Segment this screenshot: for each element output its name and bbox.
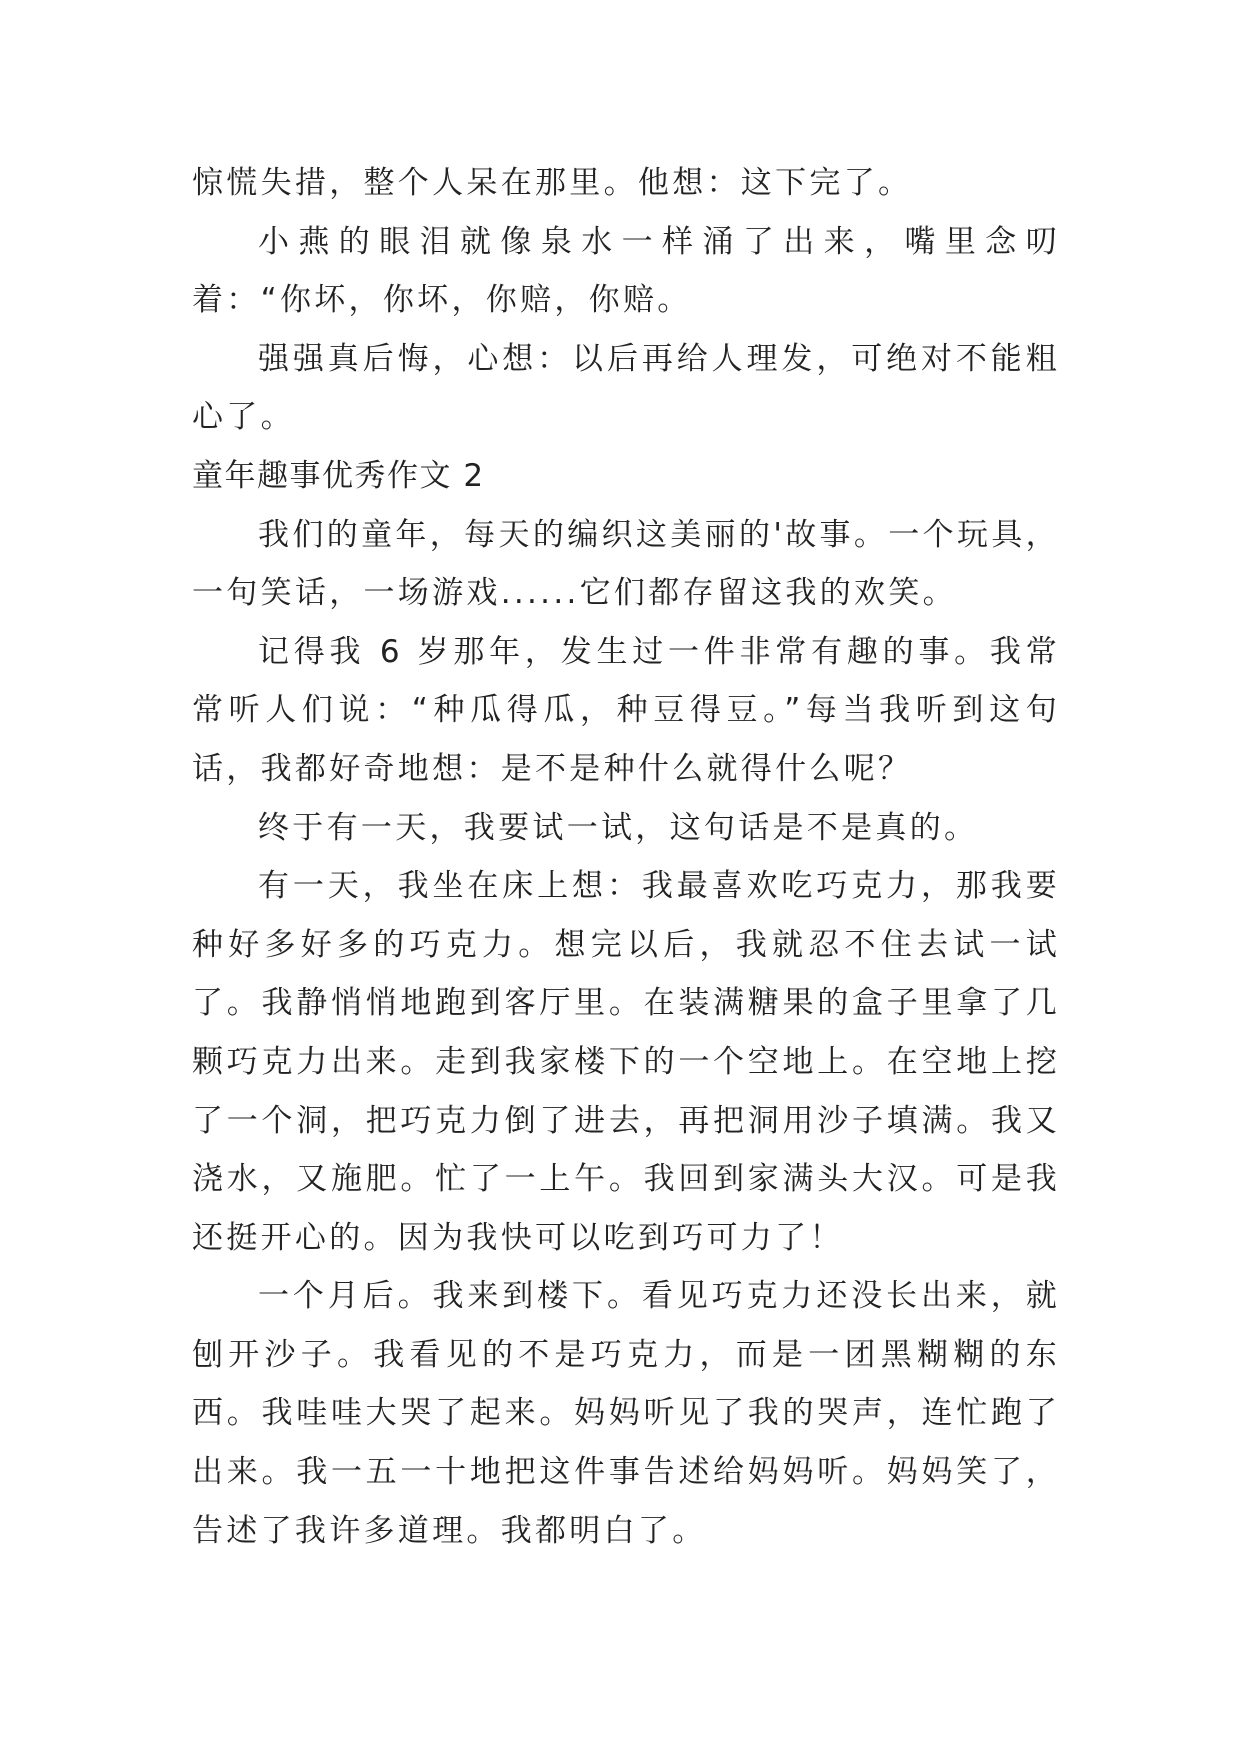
paragraph: 小燕的眼泪就像泉水一样涌了出来，嘴里念叨着：“你坏，你坏，你赔，你赔。 xyxy=(192,223,1060,319)
paragraph: 强强真后悔，心想：以后再给人理发，可绝对不能粗心了。 xyxy=(192,340,1060,436)
paragraph: 一个月后。我来到楼下。看见巧克力还没长出来，就刨开沙子。我看见的不是巧克力，而是一团黑糊糊的东西。我哇哇大哭了起来。妈妈听见了我的哭声，连忙跑了出来。我一五一十地把这件事告述给妈妈听。妈妈笑了，告述了我许多道理。我都明白了。 xyxy=(192,1278,1060,1549)
section-title: 童年趣事优秀作文 2 xyxy=(192,457,485,494)
paragraph: 有一天，我坐在床上想：我最喜欢吃巧克力，那我要种好多好多的巧克力。想完以后，我就忍不住去试一试了。我静悄悄地跑到客厅里。在装满糖果的盒子里拿了几颗巧克力出来。走到我家楼下的一个空地上。在空地上挖了一个洞，把巧克力倒了进去，再把洞用沙子填满。我又浇水，又施肥。忙了一上午。我回到家满头大汉。可是我还挺开心的。因为我快可以吃到巧可力了！ xyxy=(192,868,1060,1256)
document-body xyxy=(192,154,1060,1560)
paragraph: 记得我 6 岁那年，发生过一件非常有趣的事。我常常听人们说：“种瓜得瓜，种豆得豆。”每当我听到这句话，我都好奇地想：是不是种什么就得什么呢？ xyxy=(192,633,1060,787)
paragraph: 我们的童年，每天的编织这美丽的'故事。一个玩具，一句笑话，一场游戏......它们都存留这我的欢笑。 xyxy=(192,516,1060,612)
paragraph: 终于有一天，我要试一试，这句话是不是真的。 xyxy=(258,809,979,846)
paragraph-continuation: 惊慌失措，整个人呆在那里。他想：这下完了。 xyxy=(192,165,913,201)
